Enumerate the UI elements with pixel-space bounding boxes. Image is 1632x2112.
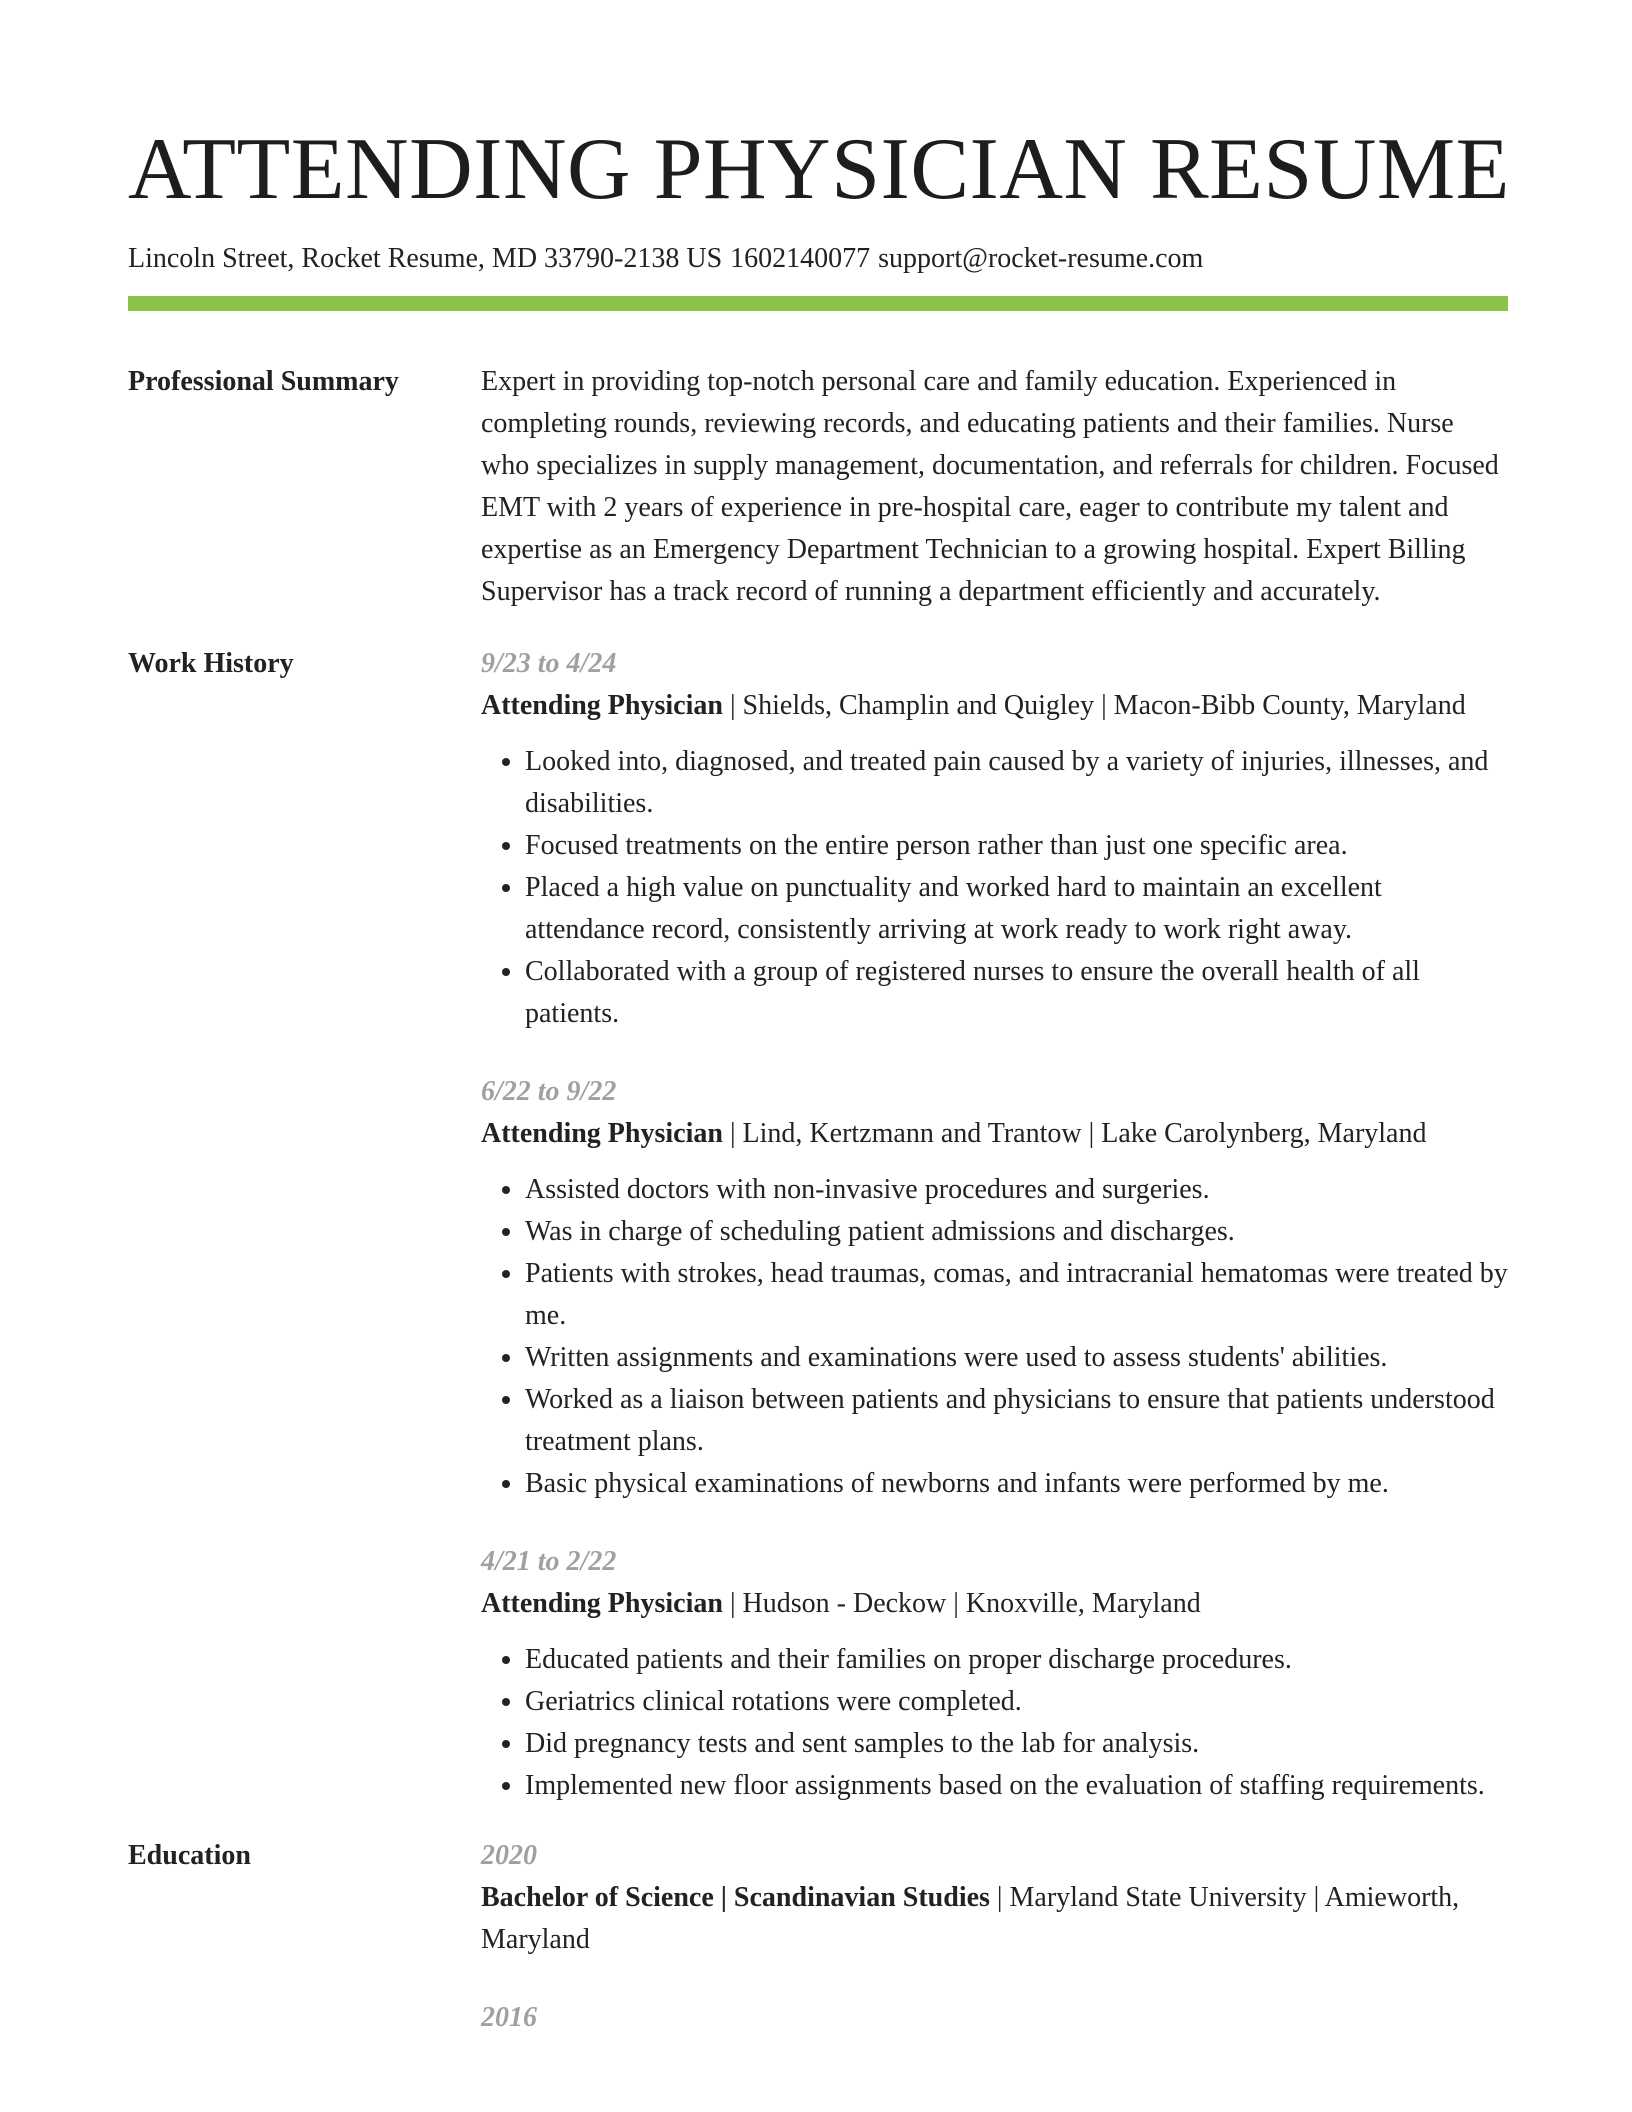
job-details: | Lind, Kertzmann and Trantow | Lake Carolynberg, Maryland — [722, 1118, 1427, 1149]
job-title: Attending Physician — [481, 690, 723, 721]
job-entry — [481, 643, 1508, 1035]
summary-section — [128, 361, 1508, 613]
resume-page — [128, 0, 1508, 2039]
job-bullet: • Did pregnancy tests and sent samples to the lab for analysis. — [525, 1723, 1508, 1765]
education-degree-line — [481, 1877, 1508, 1961]
job-details: | Shields, Champlin and Quigley | Macon-Bibb County, Maryland — [722, 690, 1466, 721]
job-bullet: • Placed a high value on punctuality and worked hard to maintain an excellent attendance record, consistently arriving at work ready to work right away. — [525, 867, 1508, 951]
job-role-line — [481, 1583, 1508, 1625]
education-heading: Education — [128, 1840, 251, 1871]
job-bullet: • Collaborated with a group of registered nurses to ensure the overall health of all patients. — [525, 951, 1508, 1035]
job-details: | Hudson - Deckow | Knoxville, Maryland — [722, 1588, 1201, 1619]
education-degree: Bachelor of Science | Scandinavian Studies — [481, 1882, 990, 1913]
job-bullet: • Patients with strokes, head traumas, comas, and intracranial hematomas were treated by me. — [525, 1253, 1508, 1337]
education-year: 2016 — [481, 2002, 537, 2033]
job-bullets — [481, 741, 1508, 1035]
summary-text: Expert in providing top-notch personal care and family education. Experienced in completing rounds, reviewing records, and educating patients and their families. Nurse who specializes in supply management, documentation, and referrals for children. Focused EMT with 2 years of experience in pre-hospital care, eager to contribute my talent and expertise as an Emergency Department Technician to a growing hospital. Expert Billing Supervisor has a track record of running a department efficiently and accurately. — [481, 366, 1499, 607]
education-details: | Maryland State University | Amieworth, Maryland — [481, 1882, 1460, 1955]
job-entry — [481, 1541, 1508, 1807]
job-dates: 9/23 to 4/24 — [481, 648, 617, 679]
job-bullet: • Basic physical examinations of newborns and infants were performed by me. — [525, 1463, 1508, 1505]
contact-email: support@rocket-resume.com — [878, 243, 1204, 274]
resume-title: ATTENDING PHYSICIAN RESUME — [128, 121, 1510, 218]
contact-phone: 1602140077 — [730, 243, 871, 274]
work-history-section — [128, 643, 1508, 1807]
job-bullet: • Worked as a liaison between patients and physicians to ensure that patients understood treatment plans. — [525, 1379, 1508, 1463]
summary-body — [481, 361, 1508, 613]
work-history-body — [481, 643, 1508, 1807]
job-bullet: • Geriatrics clinical rotations were completed. — [525, 1681, 1508, 1723]
job-dates: 6/22 to 9/22 — [481, 1076, 617, 1107]
work-history-heading: Work History — [128, 648, 294, 679]
job-title: Attending Physician — [481, 1588, 723, 1619]
job-bullets — [481, 1169, 1508, 1505]
header-divider — [128, 296, 1508, 311]
job-bullets — [481, 1639, 1508, 1807]
job-bullet: • Focused treatments on the entire person rather than just one specific area. — [525, 825, 1508, 867]
job-bullet: • Implemented new floor assignments based on the evaluation of staffing requirements. — [525, 1765, 1508, 1807]
education-entry — [481, 1997, 1508, 2039]
job-bullet: • Assisted doctors with non-invasive procedures and surgeries. — [525, 1169, 1508, 1211]
education-body — [481, 1835, 1508, 2039]
education-section — [128, 1835, 1508, 2039]
job-entry — [481, 1071, 1508, 1505]
job-role-line — [481, 1113, 1508, 1155]
education-year: 2020 — [481, 1840, 537, 1871]
summary-heading: Professional Summary — [128, 366, 399, 397]
education-entry — [481, 1835, 1508, 1961]
contact-line — [128, 242, 1508, 276]
job-bullet: • Written assignments and examinations were used to assess students' abilities. — [525, 1337, 1508, 1379]
job-bullet: • Looked into, diagnosed, and treated pain caused by a variety of injuries, illnesses, and disabilities. — [525, 741, 1508, 825]
job-role-line — [481, 685, 1508, 727]
job-dates: 4/21 to 2/22 — [481, 1546, 617, 1577]
contact-address: Lincoln Street, Rocket Resume, MD 33790-2138 US — [128, 243, 723, 274]
job-bullet: • Educated patients and their families on proper discharge procedures. — [525, 1639, 1508, 1681]
job-title: Attending Physician — [481, 1118, 723, 1149]
job-bullet: • Was in charge of scheduling patient admissions and discharges. — [525, 1211, 1508, 1253]
